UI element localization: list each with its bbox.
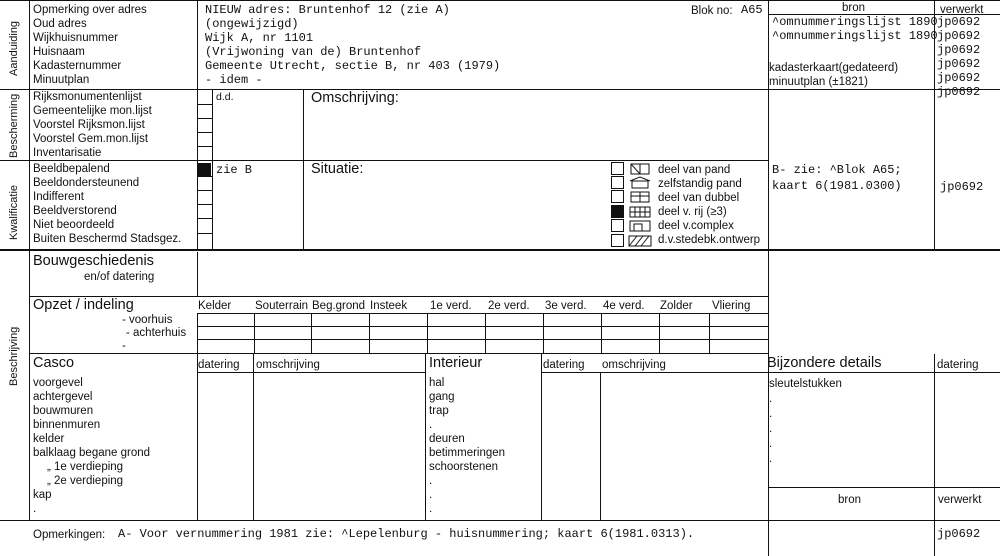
label-wijkhuisnummer: Wijkhuisnummer [33, 32, 118, 44]
opzet-col-1e-verd: 1e verd. [430, 300, 472, 312]
interieur-items [429, 376, 505, 516]
casco-item: achtergevel [33, 391, 93, 403]
grid-line [197, 190, 212, 191]
bron-row [772, 43, 938, 57]
casco-item: binnenmuren [33, 419, 101, 431]
label-beeldverstorend: Beeldverstorend [33, 205, 117, 217]
bouwgeschiedenis-sub: en/of datering [84, 271, 155, 283]
divider-bouwgeschiedenis [30, 296, 768, 297]
situatie-checkbox[interactable] [611, 219, 624, 232]
opzet-col-3e-verd: 3e verd. [545, 300, 587, 312]
divider-bescherming [0, 160, 768, 161]
verwerkt-list [937, 15, 980, 99]
grid-line [197, 339, 768, 340]
opzet-row-blank: - [122, 340, 126, 352]
interieur-item: trap [429, 405, 449, 417]
grid-line [197, 218, 212, 219]
opzet-col-4e-verd: 4e verd. [603, 300, 645, 312]
opzet-col-2e-verd: 2e verd. [488, 300, 530, 312]
grid-line [541, 372, 768, 373]
interieur-item: . [429, 489, 433, 501]
divider-opmerkingen [0, 520, 1000, 521]
interieur-item: deuren [429, 433, 465, 445]
bijzondere-footer-line [768, 487, 1000, 488]
verwerkt-row: jp0692 [937, 85, 981, 99]
opzet-col-vliering: Vliering [712, 300, 751, 312]
grid-line [197, 204, 212, 205]
opmerkingen-verwerkt: jp0692 [937, 527, 981, 541]
section-bescherming: Bescherming [8, 93, 20, 158]
kwalificatie-note-line1: B- zie: ^Blok A65; [772, 163, 902, 177]
casco-item: kap [33, 489, 52, 501]
verwerkt-row: jp0692 [937, 29, 981, 43]
casco-item: „ 2e verdieping [47, 475, 124, 487]
opzet-row-voorhuis: - voorhuis [122, 314, 173, 326]
casco-omschrijving-header: omschrijving [256, 359, 320, 371]
grid-line [197, 104, 212, 105]
section-aanduiding: Aanduiding [8, 20, 20, 76]
casco-item: kelder [33, 433, 65, 445]
grid-line [197, 146, 212, 147]
bron-minuutplan: minuutplan (±1821) [769, 76, 869, 88]
label-beeldondersteunend: Beeldondersteunend [33, 177, 140, 189]
situatie-deel-v-complex: deel v.complex [658, 220, 734, 232]
situatie-zelfstandig-pand: zelfstandig pand [658, 178, 742, 190]
casco-item: balklaag begane grond [33, 447, 151, 459]
grid-line [254, 313, 255, 353]
beeldbepalend-checkbox[interactable] [198, 163, 211, 176]
bron-row: ^omnummeringslijst 1890 [772, 29, 938, 43]
check-column-line [212, 89, 213, 249]
label-opmerking-adres: Opmerking over adres [33, 4, 147, 16]
section-column-line [29, 0, 30, 520]
grid-line [541, 354, 542, 520]
interieur-item: gang [429, 391, 455, 403]
grid-line [197, 313, 198, 353]
grid-line [601, 313, 602, 353]
stedebk-ontwerp-icon [627, 234, 653, 247]
label-niet-beoordeeld: Niet beoordeeld [33, 219, 115, 231]
interieur-item: hal [429, 377, 445, 389]
grid-line [485, 313, 486, 353]
casco-datering-header: datering [198, 359, 240, 371]
opzet-col-beg-grond: Beg.grond [312, 300, 366, 312]
situatie-checkbox[interactable] [611, 234, 624, 247]
bijzondere-item: . [769, 408, 773, 420]
grid-line [425, 354, 426, 520]
label-column-line [197, 0, 198, 249]
label-buiten-beschermd: Buiten Beschermd Stadsgez. [33, 233, 182, 245]
bescherming-labels [33, 90, 152, 160]
grid-line [197, 313, 768, 314]
zelfstandig-pand-icon [627, 176, 653, 189]
opzet-col-kelder: Kelder [198, 300, 232, 312]
grid-line [427, 313, 428, 353]
section-beschrijving: Beschrijving [8, 326, 20, 386]
grid-line [197, 118, 212, 119]
situatie-checkbox-checked[interactable] [611, 205, 624, 218]
opzet-col-souterrain: Souterrain [255, 300, 309, 312]
opmerkingen-label: Opmerkingen: [33, 529, 106, 541]
bijzondere-item: sleutelstukken [769, 378, 842, 390]
situatie-stedebk-ontwerp: d.v.stedebk.ontwerp [658, 234, 761, 246]
bijzondere-item: . [769, 453, 773, 465]
label-minuutplan: Minuutplan [33, 74, 90, 86]
bron-header: bron [842, 2, 866, 14]
bouw-column-line [197, 252, 198, 296]
label-oud-adres: Oud adres [33, 18, 87, 30]
label-inventarisatie: Inventarisatie [33, 147, 102, 159]
value-kadasternummer: Gemeente Utrecht, sectie B, nr 403 (1979) [205, 59, 501, 73]
casco-title: Casco [33, 355, 75, 371]
situatie-checkbox[interactable] [611, 162, 624, 175]
dd-column-line [303, 89, 304, 249]
deel-van-dubbel-icon [627, 190, 653, 203]
value-opmerking-adres: NIEUW adres: Bruntenhof 12 (zie A) [205, 3, 450, 17]
casco-item: . [33, 503, 37, 515]
grid-line [197, 326, 768, 327]
divider-kwalificatie [0, 249, 1000, 251]
grid-line [934, 487, 935, 520]
interieur-omschrijving-header: omschrijving [602, 359, 666, 371]
verwerkt-row: jp0692 [937, 43, 981, 57]
interieur-item: . [429, 503, 433, 515]
casco-item: „ 1e verdieping [47, 461, 124, 473]
divider-opzet [30, 353, 768, 354]
grid-line [197, 176, 212, 177]
label-huisnaam: Huisnaam [33, 46, 85, 58]
blok-value: A65 [741, 3, 763, 17]
label-voorstel-gem: Voorstel Gem.mon.lijst [33, 133, 149, 145]
kwalificatie-value: zie B [216, 163, 253, 177]
bijzondere-datering-header: datering [937, 359, 979, 371]
dd-label: d.d. [216, 91, 234, 103]
situatie-deel-v-rij: deel v. rij (≥3) [658, 206, 727, 218]
bijzondere-item: . [769, 423, 773, 435]
verwerkt-row: jp0692 [937, 15, 981, 29]
bouwgeschiedenis-title: Bouwgeschiedenis [33, 253, 154, 269]
value-wijkhuisnummer: Wijk A, nr 1101 [205, 31, 314, 45]
casco-item: voorgevel [33, 377, 83, 389]
label-voorstel-rijksmon: Voorstel Rijksmon.lijst [33, 119, 145, 131]
blok-label: Blok no: [691, 5, 733, 17]
grid-line [197, 372, 425, 373]
grid-line [253, 354, 254, 520]
situatie-deel-van-pand: deel van pand [658, 164, 731, 176]
interieur-datering-header: datering [543, 359, 585, 371]
bijzondere-bron-footer: bron [838, 494, 862, 506]
opzet-col-insteek: Insteek [370, 300, 408, 312]
verwerkt-row: jp0692 [937, 71, 981, 85]
situatie-options [658, 163, 760, 247]
kwalificatie-note-line2: kaart 6(1981.0300) [772, 179, 902, 193]
bijzondere-items [769, 377, 842, 467]
bijzondere-item: . [769, 438, 773, 450]
opzet-title: Opzet / indeling [33, 297, 134, 313]
grid-line [543, 313, 544, 353]
opzet-row-achterhuis: - achterhuis [126, 327, 187, 339]
label-gemeentelijke: Gemeentelijke mon.lijst [33, 105, 152, 117]
grid-line [311, 313, 312, 353]
interieur-item: betimmeringen [429, 447, 506, 459]
bron-row: ^omnummeringslijst 1890 [772, 15, 938, 29]
interieur-title: Interieur [429, 355, 483, 371]
grid-line [197, 354, 198, 520]
label-kadasternummer: Kadasternummer [33, 60, 122, 72]
grid-line [600, 372, 601, 520]
interieur-item: . [429, 475, 433, 487]
deel-v-complex-icon [627, 219, 653, 232]
verwerkt-header: verwerkt [940, 4, 984, 16]
aanduiding-values [205, 3, 500, 87]
value-minuutplan: - idem - [205, 73, 263, 87]
grid-line [369, 313, 370, 353]
grid-line [197, 132, 212, 133]
interieur-item: . [429, 419, 433, 431]
omschrijving-label: Omschrijving: [311, 90, 399, 106]
situatie-label: Situatie: [311, 161, 364, 177]
grid-line [197, 233, 212, 234]
value-huisnaam: (Vrijwoning van de) Bruntenhof [205, 45, 422, 59]
bron-kadasterkaart: kadasterkaart(gedateerd) [769, 62, 899, 74]
interieur-item: schoorstenen [429, 461, 499, 473]
deel-v-rij-icon [627, 205, 653, 218]
opmerkingen-text: A- Voor vernummering 1981 zie: ^Lepelenburg - huisnummering; kaart 6(1981.0313). [118, 527, 695, 541]
bijzondere-item: . [769, 393, 773, 405]
label-indifferent: Indifferent [33, 191, 84, 203]
situatie-deel-van-dubbel: deel van dubbel [658, 192, 740, 204]
casco-items [33, 376, 150, 516]
section-kwalificatie: Kwalificatie [8, 184, 20, 240]
kwalificatie-verwerkt: jp0692 [940, 180, 984, 194]
grid-line [709, 313, 710, 353]
bijzondere-header-line [768, 372, 1000, 373]
casco-item: bouwmuren [33, 405, 94, 417]
bijzondere-verwerkt-footer: verwerkt [938, 494, 982, 506]
bijzondere-title: Bijzondere details [767, 355, 882, 371]
situatie-checkbox[interactable] [611, 176, 624, 189]
verwerkt-row: jp0692 [937, 57, 981, 71]
label-rijksmonumentenlijst: Rijksmonumentenlijst [33, 91, 142, 103]
label-beeldbepalend: Beeldbepalend [33, 163, 110, 175]
aanduiding-labels [33, 3, 147, 87]
value-oud-adres: (ongewijzigd) [205, 17, 299, 31]
verwerkt-column-line-lower [934, 354, 935, 556]
grid-line [659, 313, 660, 353]
opzet-col-zolder: Zolder [660, 300, 693, 312]
kwalificatie-labels [33, 162, 181, 246]
situatie-checkbox[interactable] [611, 190, 624, 203]
deel-van-pand-icon [627, 162, 653, 175]
